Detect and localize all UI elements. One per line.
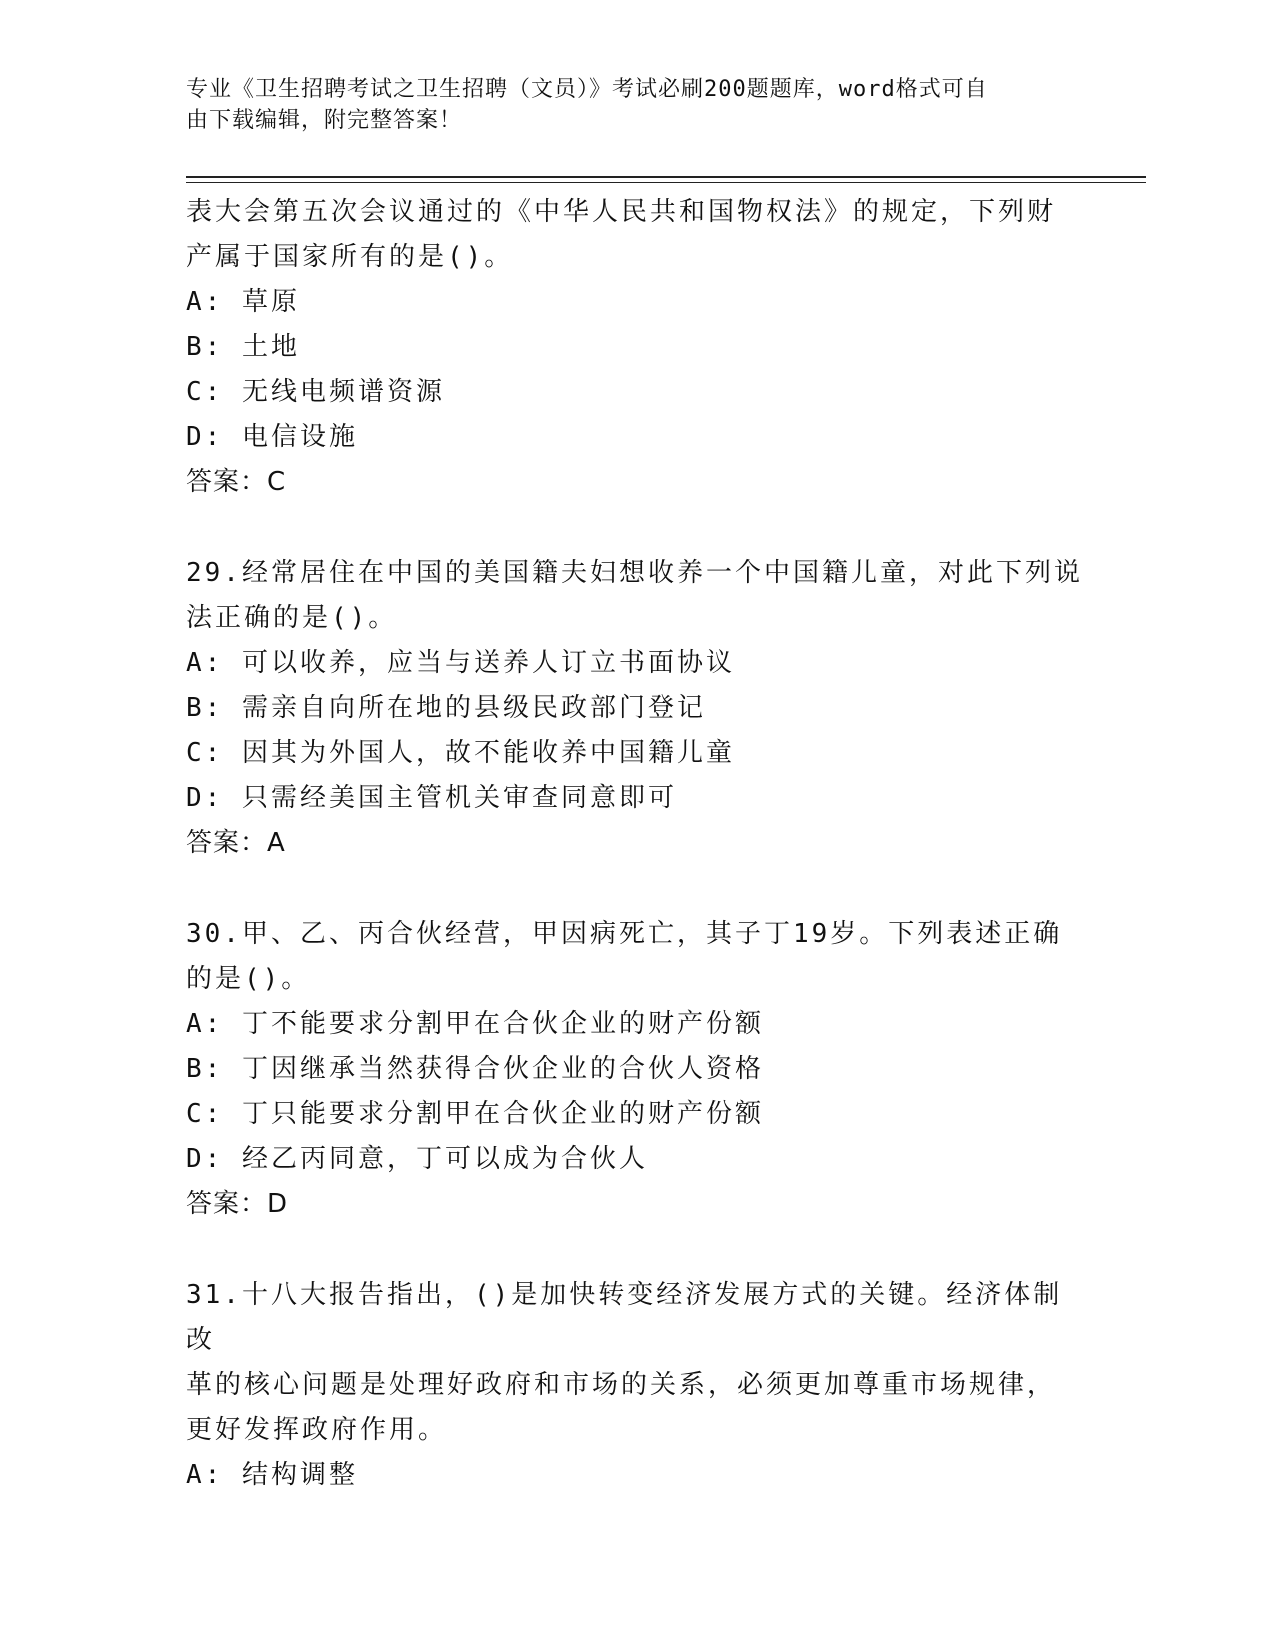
question-block xyxy=(186,190,1086,505)
answer-value: A xyxy=(267,828,286,858)
option-c: C: 因其为外国人，故不能收养中国籍儿童 xyxy=(186,738,735,768)
question-block xyxy=(186,551,1086,866)
option-c: C: 丁只能要求分割甲在合伙企业的财产份额 xyxy=(186,1099,764,1129)
question-text-line: 的是()。 xyxy=(186,964,311,994)
option-d: D: 只需经美国主管机关审查同意即可 xyxy=(186,783,677,813)
answer-line xyxy=(186,460,1086,505)
answer-value: C xyxy=(267,467,287,497)
header-rule-thick xyxy=(186,176,1146,178)
question-text-line: 革的核心问题是处理好政府和市场的关系，必须更加尊重市场规律， xyxy=(186,1370,1057,1400)
option-b: B: 土地 xyxy=(186,332,300,362)
answer-label: 答案： xyxy=(186,828,268,858)
question-text-line: 29.经常居住在中国的美国籍夫妇想收养一个中国籍儿童，对此下列说 xyxy=(186,558,1083,588)
question-text-line: 法正确的是()。 xyxy=(186,603,398,633)
answer-line xyxy=(186,1182,1086,1227)
answer-label: 答案： xyxy=(186,1189,268,1219)
header-line-2: 由下载编辑，附完整答案！ xyxy=(186,108,463,133)
question-text-line: 31.十八大报告指出，()是加快转变经济发展方式的关键。经济体制改 xyxy=(186,1280,1063,1355)
question-text-line: 30.甲、乙、丙合伙经营，甲因病死亡，其子丁19岁。下列表述正确 xyxy=(186,919,1063,949)
answer-line xyxy=(186,821,1086,866)
option-b: B: 丁因继承当然获得合伙企业的合伙人资格 xyxy=(186,1054,764,1084)
option-a: A: 丁不能要求分割甲在合伙企业的财产份额 xyxy=(186,1009,764,1039)
option-c: C: 无线电频谱资源 xyxy=(186,377,445,407)
header-line-1: 专业《卫生招聘考试之卫生招聘（文员）》考试必刷200题题库，word格式可自 xyxy=(186,77,988,102)
answer-label: 答案： xyxy=(186,467,268,497)
question-text-line: 更好发挥政府作用。 xyxy=(186,1415,448,1445)
answer-value: D xyxy=(267,1189,289,1219)
document-header xyxy=(186,74,1066,136)
option-a: A: 草原 xyxy=(186,287,300,317)
option-a: A: 结构调整 xyxy=(186,1460,358,1490)
question-block xyxy=(186,1273,1086,1498)
question-text-line: 表大会第五次会议通过的《中华人民共和国物权法》的规定，下列财 xyxy=(186,197,1057,227)
option-b: B: 需亲自向所在地的县级民政部门登记 xyxy=(186,693,706,723)
question-list xyxy=(186,190,1086,1498)
header-rule-thin xyxy=(186,182,1146,183)
question-block xyxy=(186,912,1086,1227)
option-d: D: 经乙丙同意，丁可以成为合伙人 xyxy=(186,1144,648,1174)
option-a: A: 可以收养，应当与送养人订立书面协议 xyxy=(186,648,735,678)
option-d: D: 电信设施 xyxy=(186,422,358,452)
question-text-line: 产属于国家所有的是()。 xyxy=(186,242,514,272)
